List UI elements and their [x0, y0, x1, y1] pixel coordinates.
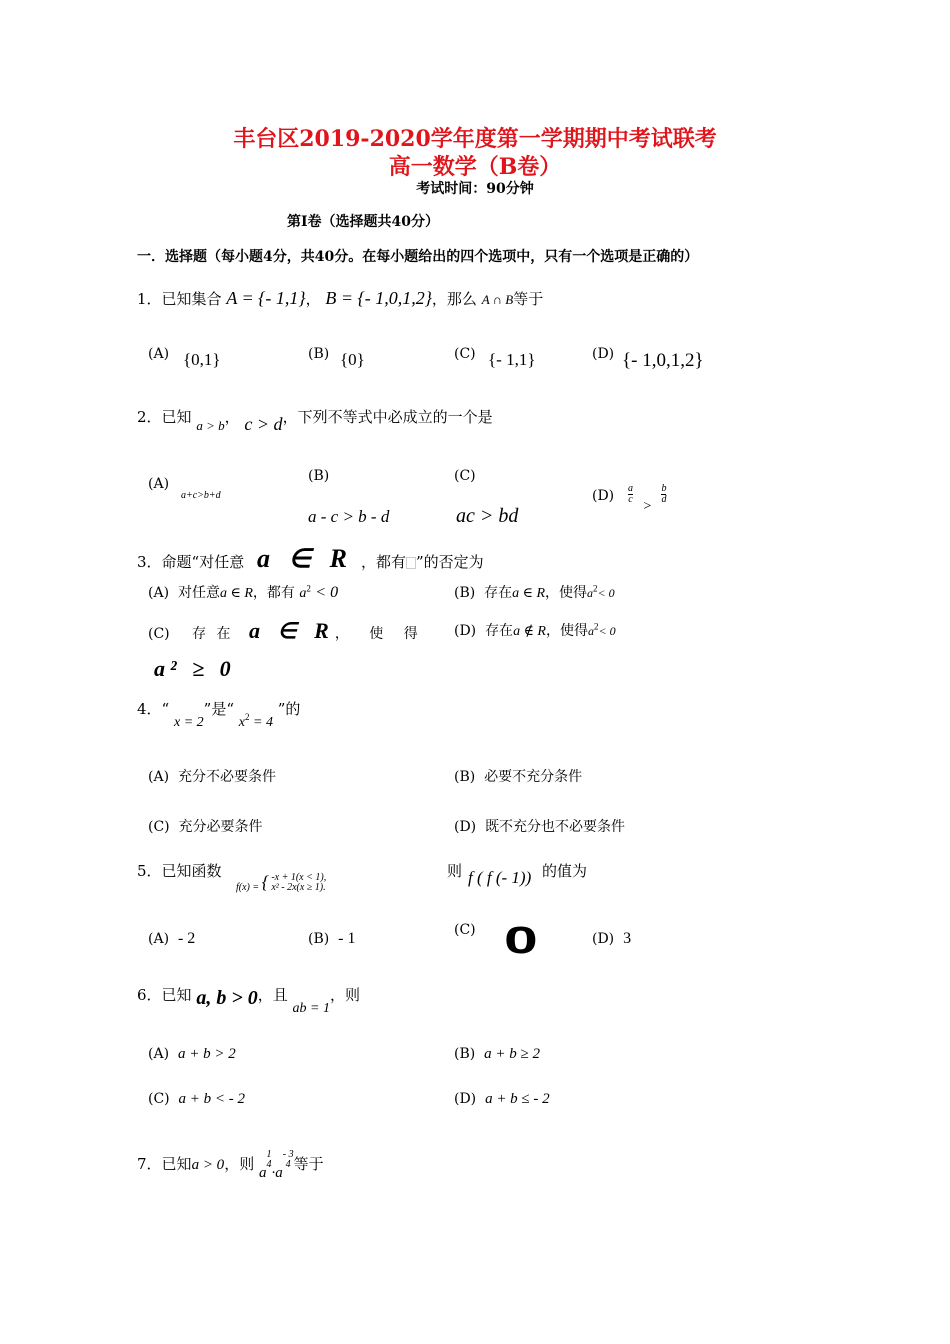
question-text: 的值为: [542, 862, 588, 880]
part-heading: 第I卷（选择题共40分）: [287, 214, 440, 230]
page-title: 丰台区2019-2020学年度第一学期期中考试联考: [233, 126, 717, 152]
option-text: 存在: [484, 585, 513, 601]
math: < 0: [315, 584, 339, 601]
q6-option-a: (A) a + b > 2: [148, 1046, 236, 1062]
condition-2: c > d: [244, 414, 283, 434]
q5-option-b: (B) - 1: [308, 930, 356, 947]
q5-option-d: (D) 3: [592, 930, 632, 947]
separator: ，: [224, 408, 240, 426]
question-7: [137, 1142, 324, 1181]
q1-option-b: {0}: [340, 350, 365, 369]
question-number: 4．: [137, 700, 162, 718]
question-text: 已知集合: [161, 290, 222, 308]
question-text: ”的否定为: [416, 553, 484, 571]
question-number: 6．: [137, 986, 162, 1004]
piecewise-function: f(x) = { -x + 1(x < 1), x² - 2x(x ≥ 1).: [236, 872, 327, 893]
question-text: ，则: [330, 986, 361, 1004]
option-label: (B): [454, 585, 476, 601]
question-text: 已知: [161, 986, 192, 1004]
math: a, b > 0: [196, 987, 258, 1009]
question-3: [137, 544, 484, 574]
q2-option-d: $\frac{a}{c}$ > $\frac{b}{d}$: [628, 483, 667, 514]
question-text: ”是“: [203, 700, 235, 718]
question-5: [137, 860, 222, 881]
composite-function: f ( f (- 1)): [468, 868, 532, 887]
q1-option-c: {- 1,1}: [488, 350, 536, 369]
question-text: 等于: [293, 1155, 324, 1173]
question-number: 1．: [137, 290, 162, 308]
question-4: [137, 698, 301, 730]
q5-option-a: (A) - 2: [148, 930, 196, 947]
q2-option-b-label: (B): [308, 468, 330, 484]
math: a: [587, 586, 594, 600]
q4-option-d: (D) 既不充分也不必要条件: [454, 819, 626, 835]
option-text: 在: [216, 626, 231, 642]
section-heading: 一．选择题（每小题4分，共40分。在每小题给出的四个选项中，只有一个选项是正确的）: [137, 249, 699, 265]
question-text: ，下列不等式中必成立的一个是: [282, 408, 493, 426]
math: < 0: [597, 586, 615, 600]
q6-option-b: (B) a + b ≥ 2: [454, 1046, 540, 1062]
math: a ∈ R: [512, 586, 546, 601]
question-text: ，那么: [431, 290, 477, 308]
question-text: ，都有: [361, 553, 407, 571]
question-number: 7．: [137, 1155, 162, 1173]
q1-option-a-label: (A): [148, 346, 170, 362]
option-label: (D): [454, 623, 477, 639]
math: a > 0: [191, 1157, 225, 1173]
question-6: [137, 983, 361, 1016]
exponent: 2: [593, 621, 599, 632]
q3-option-a: [148, 582, 338, 602]
math: ab = 1: [292, 1001, 330, 1016]
q2-option-c: ac > bd: [456, 505, 519, 527]
question-text: ”的: [277, 700, 301, 718]
exponent: 2: [306, 583, 311, 594]
q2-option-d-label: (D): [592, 488, 615, 504]
q3-option-c-continued: a² ≥ 0: [154, 656, 236, 681]
question-2: [137, 406, 493, 434]
question-text: 则: [447, 862, 463, 880]
q1-option-b-label: (B): [308, 346, 330, 362]
q4-option-c: (C) 充分必要条件: [148, 819, 263, 835]
q1-option-c-label: (C): [454, 346, 476, 362]
question-number: 5．: [137, 862, 162, 880]
q6-option-d: (D) a + b ≤ - 2: [454, 1091, 550, 1107]
q6-option-c: (C) a + b < - 2: [148, 1091, 246, 1107]
q3-option-c: [148, 618, 438, 644]
broken-image-icon: [406, 557, 416, 569]
page-subtitle: 高一数学（B卷）: [388, 154, 562, 180]
math: x = 2: [174, 715, 204, 730]
q1-option-d: {- 1,0,1,2}: [622, 350, 704, 371]
option-text: 存: [192, 626, 207, 642]
set-b: B = {- 1,0,1,2}: [325, 288, 432, 308]
option-text: 对任意: [177, 585, 220, 601]
q4-option-b: (B) 必要不充分条件: [454, 769, 583, 785]
q2-option-a-label: (A): [148, 476, 170, 492]
math: $x^2 = 4$: [238, 712, 273, 730]
question-text: ，则: [224, 1155, 255, 1173]
option-text: 存在: [485, 623, 514, 639]
condition-1: a > b: [196, 418, 225, 433]
forall-expr: a ∈ R: [257, 544, 353, 573]
q1-option-a: {0,1}: [183, 350, 221, 369]
separator: ，: [305, 290, 321, 308]
option-label: (C): [148, 626, 170, 642]
option-text: ，使得: [545, 623, 588, 639]
question-text: 等于: [513, 290, 544, 308]
q4-option-a: (A) 充分不必要条件: [148, 769, 276, 785]
question-text: 已知函数: [161, 862, 222, 880]
q2-option-b: a - c > b - d: [308, 507, 390, 526]
option-label: (A): [148, 585, 170, 601]
math: a ∉ R: [513, 624, 546, 639]
option-text: 得: [403, 626, 418, 642]
question-number: 2．: [137, 408, 162, 426]
question-text: ，且: [257, 986, 288, 1004]
exam-time: 考试时间：90分钟: [416, 181, 534, 197]
option-text: ，: [334, 626, 349, 642]
option-text: ，使得: [545, 585, 588, 601]
q3-option-d: [454, 620, 616, 640]
question-text: 命题“对任意: [161, 553, 245, 571]
q5-option-c-label: (C): [454, 922, 476, 938]
intersection-expr: A ∩ B: [481, 292, 514, 307]
power-expr: a 1 4 ·a - 3 4: [258, 1149, 294, 1181]
question-text: “: [161, 700, 170, 718]
math: a ∈ R: [249, 618, 335, 643]
q3-option-b: [454, 582, 615, 602]
question-text: 已知: [161, 408, 192, 426]
math: < 0: [598, 624, 616, 638]
question-number: 3．: [137, 553, 162, 571]
q2-option-a: a+c>b+d: [181, 490, 221, 501]
q2-option-c-label: (C): [454, 468, 476, 484]
q5-option-c: 0: [504, 920, 538, 962]
option-text: 使: [369, 626, 384, 642]
q1-option-d-label: (D): [592, 346, 615, 362]
question-text: 已知: [161, 1155, 192, 1173]
set-a: A = {- 1,1}: [226, 288, 306, 308]
question-1: [137, 288, 543, 309]
math: a ∈ R: [219, 586, 253, 601]
option-text: ，都有: [252, 585, 295, 601]
math: a: [587, 624, 594, 638]
exponent: 2: [593, 583, 598, 594]
math: a: [299, 586, 307, 601]
